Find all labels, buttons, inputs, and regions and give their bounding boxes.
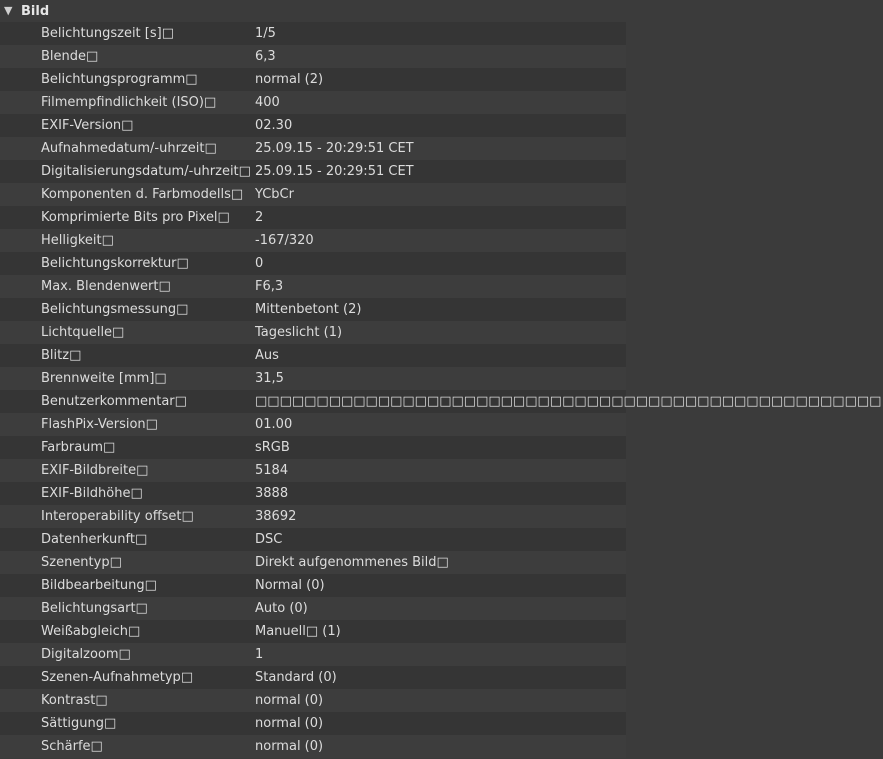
property-key: Schärfe□ [41,739,103,754]
property-row[interactable] [0,321,626,344]
property-row[interactable] [0,436,626,459]
property-row[interactable] [0,390,882,413]
property-row[interactable] [0,574,626,597]
property-key: Komprimierte Bits pro Pixel□ [41,210,230,225]
property-key: Farbraum□ [41,440,116,455]
property-row[interactable] [0,643,626,666]
property-value: 5184 [255,463,289,478]
property-row[interactable] [0,597,626,620]
property-key: FlashPix-Version□ [41,417,158,432]
property-value: Manuell□ (1) [255,624,341,639]
property-key: Belichtungsprogramm□ [41,72,198,87]
property-row[interactable] [0,68,626,91]
property-key: Bildbearbeitung□ [41,578,157,593]
property-key: Digitalisierungsdatum/-uhrzeit□ [41,164,251,179]
property-key: Kontrast□ [41,693,108,708]
property-key: Brennweite [mm]□ [41,371,167,386]
property-row[interactable] [0,344,626,367]
property-key: Aufnahmedatum/-uhrzeit□ [41,141,217,156]
property-value: 31,5 [255,371,284,386]
triangle-down-icon[interactable]: ▼ [4,4,13,17]
property-row[interactable] [0,206,626,229]
property-key: Komponenten d. Farbmodells□ [41,187,244,202]
property-row[interactable] [0,229,626,252]
property-key: EXIF-Bildbreite□ [41,463,149,478]
property-key: Digitalzoom□ [41,647,131,662]
property-value: Tageslicht (1) [255,325,343,340]
property-row[interactable] [0,528,626,551]
property-value: Standard (0) [255,670,337,685]
property-key: EXIF-Bildhöhe□ [41,486,143,501]
property-row[interactable] [0,735,626,758]
property-value: YCbCr [255,187,294,202]
property-value: normal (0) [255,716,324,731]
property-value: 25.09.15 - 20:29:51 CET [255,164,414,179]
property-key: Szenentyp□ [41,555,122,570]
property-value: 1/5 [255,26,276,41]
section-title: Bild [21,3,50,19]
property-row[interactable] [0,91,626,114]
property-value: Direkt aufgenommenes Bild□ [255,555,449,570]
property-key: Benutzerkommentar□ [41,394,187,409]
property-value: DSC [255,532,283,547]
property-value: sRGB [255,440,290,455]
property-row[interactable] [0,620,626,643]
property-value: 6,3 [255,49,276,64]
property-value: 3888 [255,486,289,501]
property-value: 38692 [255,509,297,524]
property-key: Belichtungszeit [s]□ [41,26,174,41]
property-row[interactable] [0,275,626,298]
property-value: □□□□□□□□□□□□□□□□□□□□□□□□□□□□□□□□□□□□□□□□□□□□□□□□□□□ [255,394,882,409]
property-row[interactable] [0,689,626,712]
property-value: 25.09.15 - 20:29:51 CET [255,141,414,156]
property-key: Filmempfindlichkeit (ISO)□ [41,95,217,110]
property-value: 01.00 [255,417,293,432]
property-key: Belichtungsmessung□ [41,302,189,317]
property-row[interactable] [0,459,626,482]
property-value: normal (2) [255,72,324,87]
property-key: Weißabgleich□ [41,624,141,639]
property-key: Belichtungsart□ [41,601,148,616]
property-value: normal (0) [255,739,324,754]
property-row[interactable] [0,298,626,321]
property-key: Sättigung□ [41,716,117,731]
property-key: Datenherkunft□ [41,532,148,547]
property-row[interactable] [0,551,626,574]
property-value: normal (0) [255,693,324,708]
property-value: 400 [255,95,280,110]
property-row[interactable] [0,45,626,68]
property-row[interactable] [0,413,626,436]
property-row[interactable] [0,367,626,390]
property-value: 1 [255,647,264,662]
property-row[interactable] [0,114,626,137]
property-row[interactable] [0,22,626,45]
property-list [0,22,882,758]
property-row[interactable] [0,666,626,689]
property-key: Blitz□ [41,348,82,363]
property-key: Belichtungskorrektur□ [41,256,189,271]
property-value: 02.30 [255,118,293,133]
property-row[interactable] [0,712,626,735]
property-row[interactable] [0,482,626,505]
property-row[interactable] [0,505,626,528]
property-key: Interoperability offset□ [41,509,194,524]
property-key: EXIF-Version□ [41,118,134,133]
property-value: Aus [255,348,279,363]
property-key: Blende□ [41,49,99,64]
property-value: Mittenbetont (2) [255,302,362,317]
property-value: 0 [255,256,264,271]
property-row[interactable] [0,252,626,275]
property-key: Szenen-Aufnahmetyp□ [41,670,194,685]
property-value: -167/320 [255,233,314,248]
property-row[interactable] [0,160,626,183]
property-key: Max. Blendenwert□ [41,279,171,294]
property-value: Normal (0) [255,578,325,593]
property-key: Lichtquelle□ [41,325,125,340]
property-value: Auto (0) [255,601,308,616]
property-value: F6,3 [255,279,284,294]
property-row[interactable] [0,183,626,206]
section-header-bild[interactable] [0,0,626,23]
property-value: 2 [255,210,264,225]
property-key: Helligkeit□ [41,233,114,248]
property-row[interactable] [0,137,626,160]
